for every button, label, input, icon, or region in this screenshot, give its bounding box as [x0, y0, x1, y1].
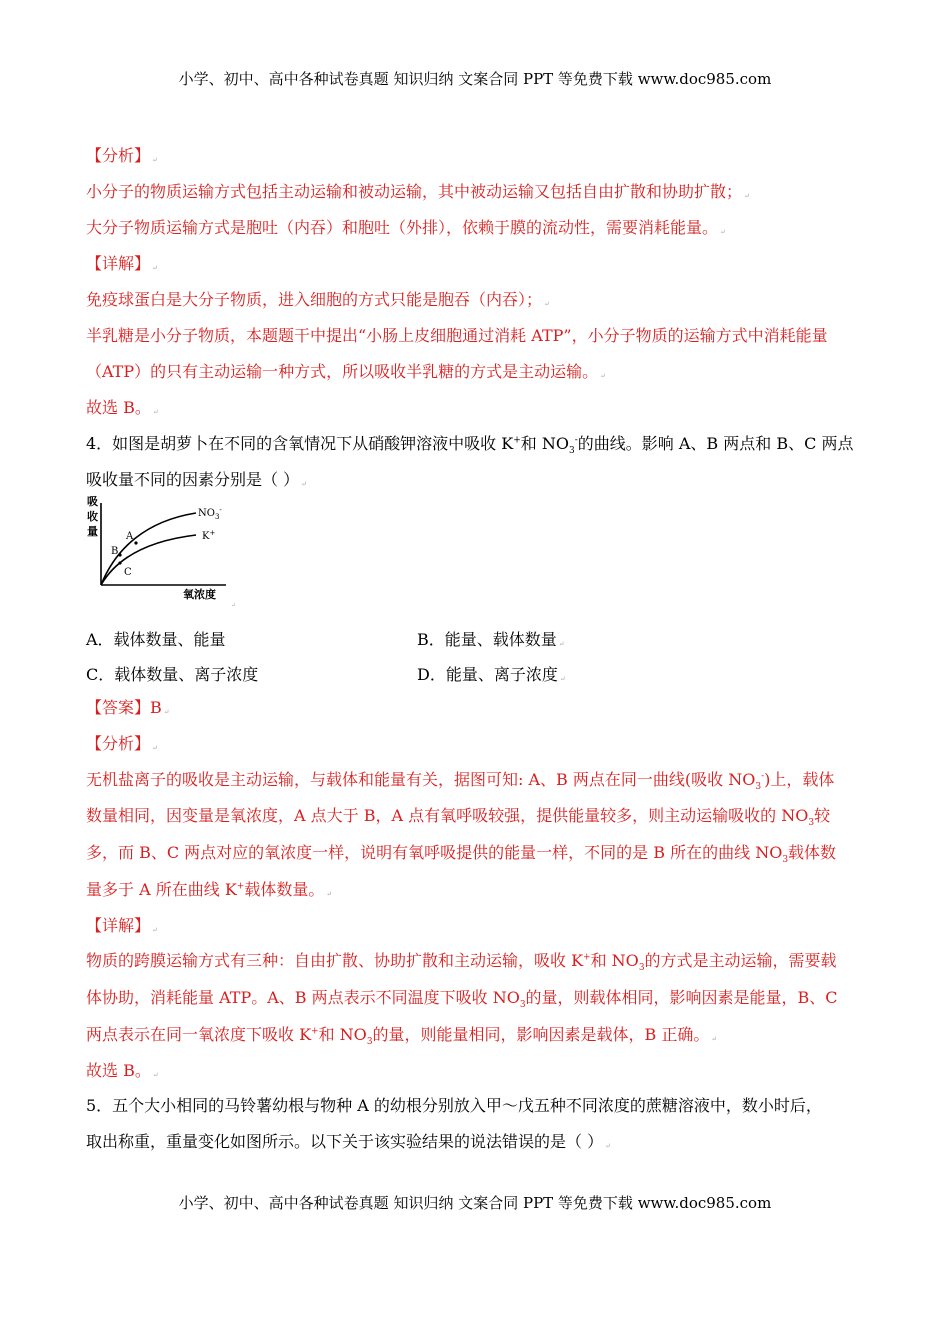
- q3-detail-line-2: 半乳糖是小分子物质，本题题干中提出“小肠上皮细胞通过消耗 ATP”，小分子物质的运输方式中消耗能量: [86, 326, 828, 345]
- no3-sup: -: [219, 506, 222, 514]
- page-footer: 小学、初中、高中各种试卷真题 知识归纳 文案合同 PPT 等免费下载 www.doc985.com: [178, 1194, 772, 1212]
- point-a: [134, 541, 137, 544]
- q3-analysis-tag: 【分析】 ↵: [86, 146, 158, 165]
- q4-option-c: C．载体数量、离子浓度: [86, 665, 259, 684]
- q4-option-a: A．载体数量、能量: [86, 630, 226, 649]
- point-a-label: A: [126, 531, 134, 542]
- q3-analysis-line-1: 小分子的物质运输方式包括主动运输和被动运输，其中被动运输又包括自由扩散和协助扩散； ↵: [86, 182, 750, 201]
- q4-choose: 故选 B。 ↵: [86, 1061, 159, 1080]
- q3-detail-line-1: 免疫球蛋白是大分子物质，进入细胞的方式只能是胞吞（内吞）； ↵: [86, 290, 550, 309]
- point-c: [118, 561, 121, 564]
- q3-detail-line-3: （ATP）的只有主动运输一种方式，所以吸收半乳糖的方式是主动运输。 ↵: [86, 362, 606, 381]
- y-axis-label: [87, 494, 102, 538]
- q4-analysis-line-4: 量多于 A 所在曲线 K+载体数量。 ↵: [86, 880, 333, 899]
- chart-return-mark: ↵: [231, 602, 237, 609]
- q4-analysis-tag: 【分析】 ↵: [86, 734, 158, 753]
- absorption-chart: [86, 493, 246, 611]
- q3-detail-tag: 【详解】 ↵: [86, 254, 158, 273]
- y-label-char-2: 收: [87, 510, 98, 523]
- q4-detail-line-2: 体协助，消耗能量 ATP。A、B 两点表示不同温度下吸收 $NO_3$的量，则载体相同，影响因素是能量，B、C: [86, 988, 838, 1011]
- y-label-char-1: 吸: [87, 495, 98, 508]
- point-b-label: B: [111, 546, 119, 557]
- no3-sub: 3: [214, 513, 220, 521]
- q3-choose: 故选 B。 ↵: [86, 398, 159, 417]
- no3-curve-label: $NO_3^-$: [198, 506, 222, 521]
- q5-stem-line-1: 5．五个大小相同的马铃薯幼根与物种 A 的幼根分别放入甲～戊五种不同浓度的蔗糖溶液中，数小时后，: [86, 1096, 822, 1115]
- q4-stem-line-2: 吸收量不同的因素分别是（ ） ↵: [86, 470, 307, 489]
- point-b: [118, 553, 121, 556]
- q4-option-d: D．能量、离子浓度 ↵: [417, 665, 566, 684]
- x-axis-label: 氧浓度: [183, 588, 216, 601]
- q4-detail-line-1: 物质的跨膜运输方式有三种：自由扩散、协助扩散和主动运输，吸收 K+和 $NO_3$的方式是主动运输，需要载: [86, 951, 837, 974]
- q4-analysis-line-3: 多，而 B、C 两点对应的氧浓度一样，说明有氧呼吸提供的能量一样，不同的是 B 所在的曲线 $NO_3$载体数: [86, 843, 837, 866]
- q4-stem-line-1: 4．如图是胡萝卜在不同的含氧情况下从硝酸钾溶液中吸收 K+和 $NO_3^-$的曲线。影响 A、B 两点和 B、C 两点: [86, 434, 854, 457]
- q3-analysis-line-2: 大分子物质运输方式是胞吐（内吞）和胞吐（外排），依赖于膜的流动性，需要消耗能量。 ↵: [86, 218, 726, 237]
- q4-detail-tag: 【详解】 ↵: [86, 916, 158, 935]
- q4-answer: 【答案】B ↵: [86, 698, 170, 717]
- q4-option-b: B．能量、载体数量 ↵: [417, 630, 565, 649]
- q4-analysis-line-1: 无机盐离子的吸收是主动运输，与载体和能量有关，据图可知: A、B 两点在同一曲线(吸收 $NO_3^-$)上，载体: [86, 770, 835, 793]
- q4-detail-line-3: 两点表示在同一氧浓度下吸收 K+和 $NO_3$的量，则能量相同，影响因素是载体，B 正确。 ↵: [86, 1025, 718, 1048]
- q5-stem-line-2: 取出称重，重量变化如图所示。以下关于该实验结果的说法错误的是（ ） ↵: [86, 1132, 611, 1151]
- page-header: 小学、初中、高中各种试卷真题 知识归纳 文案合同 PPT 等免费下载 www.doc985.com: [178, 70, 772, 88]
- y-label-char-3: 量: [87, 525, 98, 538]
- point-c-label: C: [124, 567, 132, 578]
- q4-analysis-line-2: 数量相同，因变量是氧浓度，A 点大于 B，A 点有氧呼吸较强，提供能量较多，则主动运输吸收的 $NO_3$较: [86, 806, 831, 829]
- k-curve-label: K+: [202, 529, 216, 542]
- k-sup: +: [209, 529, 216, 537]
